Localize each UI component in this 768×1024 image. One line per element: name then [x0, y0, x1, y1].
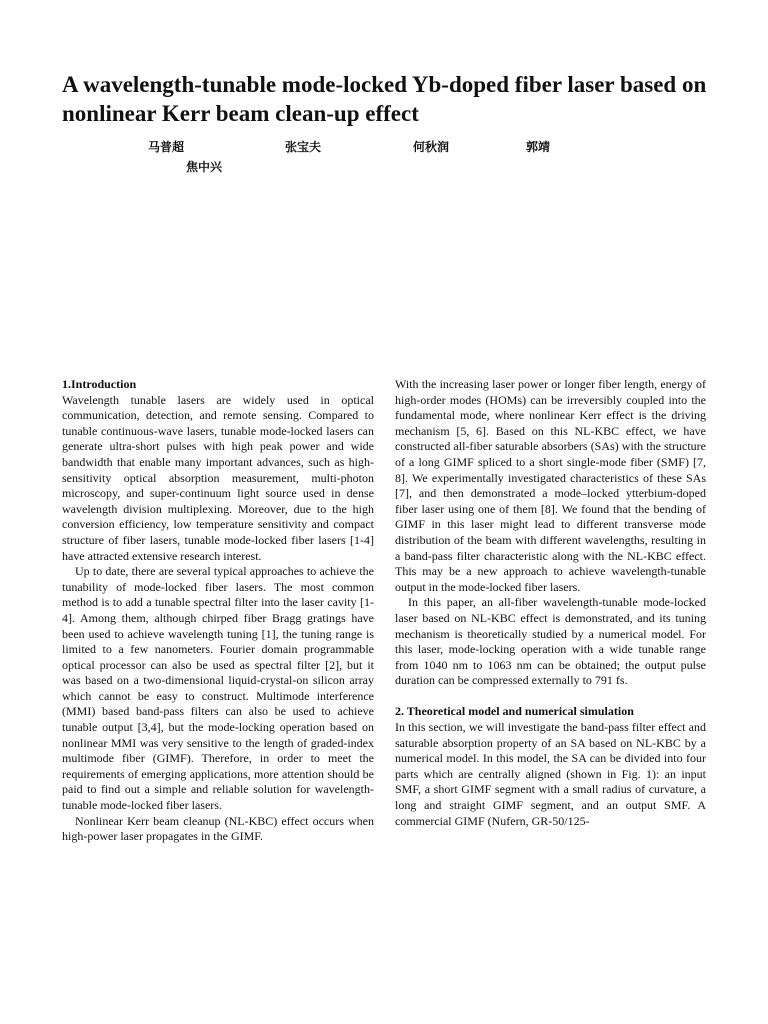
paragraph: Nonlinear Kerr beam cleanup (NL-KBC) effect occurs when high-power laser propagates in the GIMF. [62, 813, 374, 844]
right-column [395, 377, 706, 829]
paragraph: In this paper, an all-fiber wavelength-tunable mode-locked laser based on NL-KBC effect is demonstrated, and its tuning mechanism is theoretically studied by a numerical model. For this laser, mode-locking operation with a wide tunable range from 1040 nm to 1063 nm can be obtained; the output pulse duration can be compressed externally to 791 fs. [395, 595, 706, 688]
author-1: 马普超 [148, 140, 185, 154]
left-column [62, 377, 374, 845]
paragraph: Wavelength tunable lasers are widely used in optical communication, detection, and remote sensing. Compared to tunable continuous-wave lasers, tunable mode-locked lasers can generate ultra-short pulses with high peak power and wide bandwidth that enable many important advances, such as high-sensitivity optical absorption measurement, multi-photon microscopy, and super-continuum light source used in dense wavelength division multiplexing. Moreover, due to the high conversion efficiency, low temperature sensitivity and compact structure of fiber lasers, tunable mode-locked fiber lasers [1-4] have attracted extensive research interest. [62, 392, 374, 563]
paper-title: A wavelength-tunable mode-locked Yb-doped fiber laser based on nonlinear Kerr beam clean-up effect [62, 72, 707, 126]
author-4: 郭靖 [526, 140, 551, 154]
paragraph: Up to date, there are several typical approaches to achieve the tunability of mode-locked fiber lasers. The most common method is to add a tunable spectral filter into the laser cavity [1-4]. Among them, although chirped fiber Bragg gratings have been used to achieve wavelength tuning [1], the tuning range is limited to a few nanometers. Fourier domain programmable optical processor can also be used as spectral filter [2], but it was based on a two-dimensional liquid-crystal-on silicon array which cannot be easy to construct. Multimode interference (MMI) based band-pass filters can also be used to achieve tunable output [3,4], but the mode-locking operation based on nonlinear MMI was very sensitive to the length of graded-index multimode fiber (GIMF). Therefore, in order to meet the requirements of emerging applications, more attention should be paid to find out a simple and reliable solution for wavelength-tunable mode-locked fiber lasers. [62, 564, 374, 813]
author-5: 焦中兴 [186, 160, 223, 174]
author-2: 张宝夫 [285, 140, 322, 154]
section-gap [395, 689, 706, 705]
section-heading-theoretical-model: 2. Theoretical model and numerical simulation [395, 704, 634, 719]
paragraph: With the increasing laser power or longer fiber length, energy of high-order modes (HOMs) can be irreversibly coupled into the fundamental mode, where nonlinear Kerr effect is the driving mechanism [5, 6]. Based on this NL-KBC effect, we have constructed all-fiber saturable absorbers (SAs) with the structure of a long GIMF spliced to a short single-mode fiber (SMF) [7, 8]. We experimentally investigated characteristics of these SAs [7], and then demonstrated a mode–locked ytterbium-doped fiber laser using one of them [8]. We found that the bending of GIMF in this laser might lead to different transverse mode distribution of the beam with different wavelengths, resulting in a band-pass filter characteristic along with the NL-KBC effect. This may be a new approach to achieve wavelength-tunable output in the mode-locked fiber lasers. [395, 377, 706, 594]
paragraph: In this section, we will investigate the band-pass filter effect and saturable absorption property of an SA based on NL-KBC by a numerical model. In this model, the SA can be divided into four parts which are centrally aligned (shown in Fig. 1): an input SMF, a short GIMF segment with a small radius of curvature, a long and straight GIMF segment, and an output SMF. A commercial GIMF (Nufern, GR-50/125- [395, 720, 706, 828]
author-3: 何秋润 [413, 140, 450, 154]
section-heading-introduction: 1.Introduction [62, 377, 137, 391]
